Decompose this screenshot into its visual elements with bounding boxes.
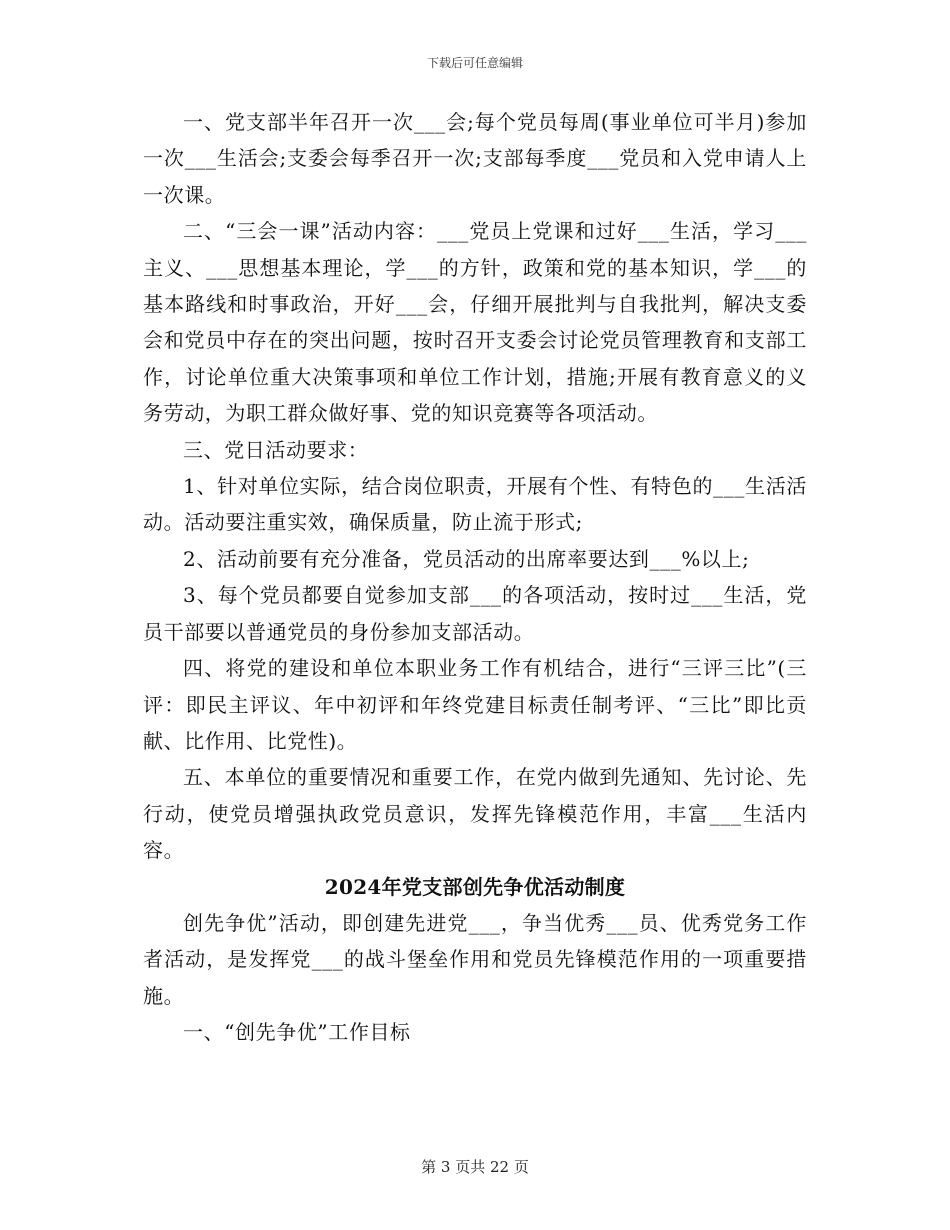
paragraph-three-evaluations: 四、将党的建设和单位本职业务工作有机结合，进行“三评三比”(三评：即民主评议、年中初评和年终党建目标责任制考评、“三比”即比贡献、比作用、比党性)。 bbox=[143, 656, 807, 753]
paragraph-requirement-2: 2、活动前要有充分准备，党员活动的出席率要达到___%以上; bbox=[183, 546, 750, 571]
paragraph-party-day-heading: 三、党日活动要求： bbox=[183, 437, 369, 462]
page-header-note: 下载后可任意编辑 bbox=[426, 56, 523, 70]
paragraph-requirement-1: 1、针对单位实际，结合岗位职责，开展有个性、有特色的___生活活动。活动要注重实效，确保质量，防止流于形式; bbox=[143, 474, 807, 535]
paragraph-three-meetings-content: 二、“三会一课”活动内容：___党员上党课和过好___生活，学习___主义、___思想基本理论，学___的方针，政策和党的基本知识，学___的基本路线和时事政治，开好___会，仔细开展批判与自我批判，解决支委会和党员中存在的突出问题，按时召开支委会讨论党员管理教育和支部工作，讨论单位重大决策事项和单位工作计划，措施;开展有教育意义的义务劳动，为职工群众做好事、党的知识竞赛等各项活动。 bbox=[143, 219, 807, 426]
paragraph-section-goal-heading: 一、“创先争优”工作目标 bbox=[183, 1020, 411, 1045]
paragraph-section-intro: 创先争优”活动，即创建先进党___，争当优秀___员、优秀党务工作者活动，是发挥党___的战斗堡垒作用和党员先锋模范作用的一项重要措施。 bbox=[143, 910, 807, 1008]
paragraph-requirement-3: 3、每个党员都要自觉参加支部___的各项活动，按时过___生活，党员干部要以普通党员的身份参加支部活动。 bbox=[143, 583, 807, 644]
document-body bbox=[143, 104, 807, 1051]
paragraph-important-work: 五、本单位的重要情况和重要工作，在党内做到先通知、先讨论、先行动，使党员增强执政党员意识，发挥先锋模范作用，丰富___生活内容。 bbox=[143, 765, 807, 863]
paragraph-meeting-frequency: 一、党支部半年召开一次___会;每个党员每周(事业单位可半月)参加一次___生活会;支委会每季召开一次;支部每季度___党员和入党申请人上一次课。 bbox=[143, 110, 807, 207]
page-number: 第 3 页共 22 页 bbox=[421, 1158, 529, 1176]
section-title: 2024年党支部创先争优活动制度 bbox=[324, 874, 626, 899]
